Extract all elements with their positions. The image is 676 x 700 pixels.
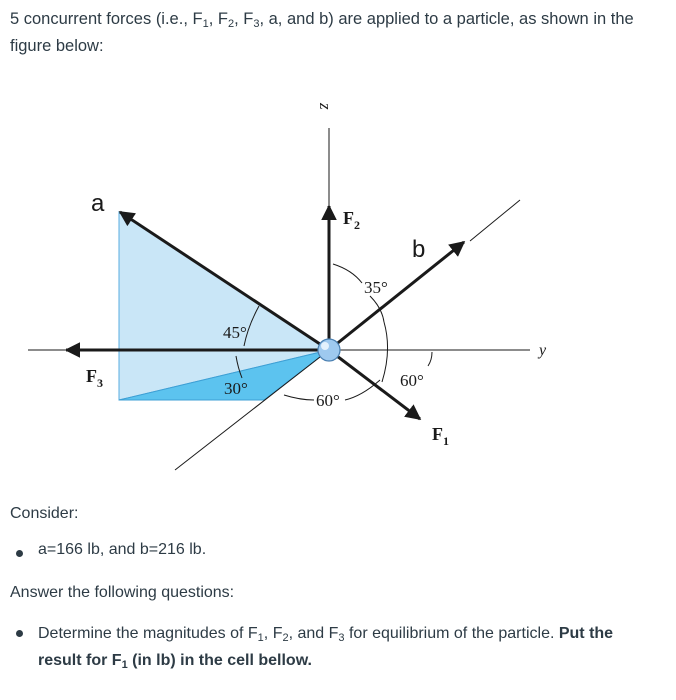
force-diagram: [0, 80, 676, 500]
force-a-label: a: [91, 190, 105, 217]
intro-text: 5 concurrent forces (i.e., F: [10, 10, 203, 28]
force-f3-label: $F_3$: [86, 366, 103, 390]
angle-label-30: 30°: [224, 379, 248, 398]
consider-label: Consider:: [10, 505, 79, 522]
subscript: 3: [253, 18, 260, 30]
angle-label-60-bottom: 60°: [316, 391, 340, 410]
intro-text: , F: [208, 10, 228, 28]
subscript: 2: [227, 18, 235, 30]
given-values: a=166 lb, and b=216 lb.: [10, 541, 206, 559]
subscript: 1: [202, 18, 209, 30]
force-f1-label: $F_1$: [432, 424, 449, 448]
angle-label-60-right: 60°: [400, 371, 424, 390]
question-text: , and F: [288, 625, 339, 642]
question-1: [10, 620, 660, 674]
problem-statement: [10, 6, 660, 60]
angle-arc-60-right: [428, 352, 432, 366]
question-text: Determine the magnitudes of F: [38, 625, 258, 642]
force-b-arrow: [329, 242, 464, 350]
particle-highlight: [321, 342, 329, 350]
angle-arc-60-bottom: [284, 395, 314, 400]
answer-label: Answer the following questions:: [10, 584, 235, 601]
angle-label-45: 45°: [223, 323, 247, 342]
particle: [318, 339, 340, 361]
angle-label-35: 35°: [364, 278, 388, 297]
force-b-label: b: [412, 236, 426, 263]
intro-text: , a, and b) are applied to a particle, as shown in the figure below:: [10, 10, 634, 55]
subscript: 3: [338, 632, 345, 644]
question-text: , F: [263, 625, 283, 642]
intro-text: , F: [234, 10, 254, 28]
b-line-extension: [470, 200, 520, 241]
given-values-list: [10, 541, 206, 559]
force-f2-label: $F_2$: [343, 208, 360, 232]
question-text: for equilibrium of the particle.: [344, 625, 559, 642]
questions-list: [10, 620, 660, 674]
angle-arc-35: [333, 264, 362, 283]
y-axis-label: y: [539, 342, 547, 359]
z-axis-label: z: [316, 103, 335, 110]
angle-arc-60-right: [382, 322, 388, 382]
subscript: 1: [257, 632, 264, 644]
subscript: 2: [282, 632, 289, 644]
question-instruction: Put the result for $F_1$ (in lb) in the cell bellow.: [38, 625, 614, 671]
